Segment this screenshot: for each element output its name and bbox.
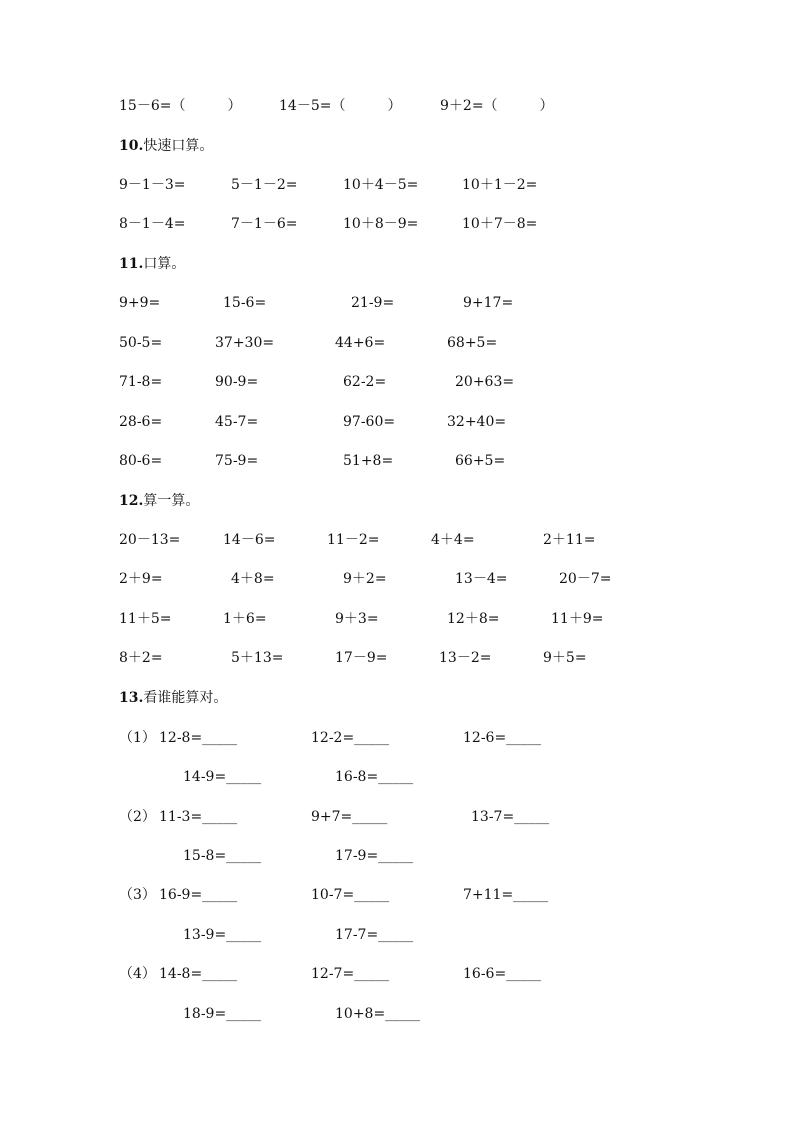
q10-problem: 8－1－4= (119, 216, 186, 232)
q13-group-tag: （1） (119, 730, 156, 746)
q10-heading (119, 137, 213, 155)
q13-problem: 12-7=_____ (311, 966, 390, 982)
q13-problem: 7+11=_____ (463, 887, 549, 903)
q12-label: 算一算。 (143, 493, 200, 509)
q13-problem: 15-8=_____ (183, 848, 262, 864)
q10-label: 快速口算。 (143, 138, 214, 154)
q13-problem: 12-6=_____ (463, 730, 542, 746)
q10-problem: 5－1－2= (231, 177, 298, 193)
q10-problem: 9－1－3= (119, 177, 186, 193)
q12-problem: 9＋3= (335, 611, 379, 627)
q12-heading (119, 492, 199, 510)
q12-problem: 1＋6= (223, 611, 267, 627)
q13-problem: 17-9=_____ (335, 848, 414, 864)
q12-problem: 2＋11= (543, 532, 596, 548)
q11-problem: 37+30= (215, 335, 275, 351)
q11-problem: 66+5= (455, 453, 506, 469)
q12-problem: 2＋9= (119, 571, 163, 587)
q12-problem: 11＋5= (119, 611, 172, 627)
q13-problem: 14-8=_____ (159, 966, 238, 982)
q12-problem: 4＋4= (431, 532, 475, 548)
q13-group-tag: （2） (119, 809, 156, 825)
q12-problem: 9＋2= (343, 571, 387, 587)
q10-problem: 10＋4－5= (343, 177, 419, 193)
q13-number: 13. (119, 690, 144, 706)
q11-problem: 45-7= (215, 414, 259, 430)
q13-problem: 10+8=_____ (335, 1006, 421, 1022)
q11-label: 口算。 (143, 256, 186, 272)
q13-problem: 16-8=_____ (335, 769, 414, 785)
q11-problem: 80-6= (119, 453, 163, 469)
q12-problem: 11－2= (327, 532, 380, 548)
q12-problem: 5＋13= (231, 650, 284, 666)
q13-problem: 13-7=_____ (471, 809, 550, 825)
q12-problem: 14－6= (223, 532, 276, 548)
q11-problem: 21-9= (351, 295, 395, 311)
q13-group-tag: （4） (119, 966, 156, 982)
q12-problem: 13－2= (439, 650, 492, 666)
q11-problem: 90-9= (215, 374, 259, 390)
q10-problem: 7－1－6= (231, 216, 298, 232)
q11-heading (119, 255, 185, 273)
q13-heading (119, 689, 227, 707)
q13-problem: 16-6=_____ (463, 966, 542, 982)
q11-problem: 9+9= (119, 295, 161, 311)
q11-problem: 62-2= (343, 374, 387, 390)
q11-problem: 9+17= (463, 295, 514, 311)
q11-problem: 50-5= (119, 335, 163, 351)
q11-problem: 68+5= (447, 335, 498, 351)
q12-problem: 9＋5= (543, 650, 587, 666)
q12-problem: 11＋9= (551, 611, 604, 627)
q11-problem: 28-6= (119, 414, 163, 430)
q11-problem: 71-8= (119, 374, 163, 390)
q11-problem: 51+8= (343, 453, 394, 469)
q13-problem: 18-9=_____ (183, 1006, 262, 1022)
q12-problem: 13－4= (455, 571, 508, 587)
top-problem-2: 14－5=（ ） (279, 98, 402, 114)
q12-problem: 17－9= (335, 650, 388, 666)
q13-problem: 17-7=_____ (335, 927, 414, 943)
q10-problem: 10＋8－9= (343, 216, 419, 232)
q12-problem: 8＋2= (119, 650, 163, 666)
q11-number: 11. (119, 256, 144, 272)
q13-problem: 12-2=_____ (311, 730, 390, 746)
q10-problem: 10＋7－8= (462, 216, 538, 232)
q13-problem: 14-9=_____ (183, 769, 262, 785)
top-problem-1: 15－6=（ ） (119, 98, 242, 114)
q13-problem: 16-9=_____ (159, 887, 238, 903)
top-problem-3: 9＋2=（ ） (440, 98, 554, 114)
q13-group-tag: （3） (119, 887, 156, 903)
q12-problem: 4＋8= (231, 571, 275, 587)
q13-label: 看谁能算对。 (143, 690, 228, 706)
q13-problem: 11-3=_____ (159, 809, 238, 825)
q13-problem: 9+7=_____ (311, 809, 388, 825)
q13-problem: 13-9=_____ (183, 927, 262, 943)
q11-problem: 20+63= (455, 374, 515, 390)
q11-problem: 44+6= (335, 335, 386, 351)
q13-problem: 12-8=_____ (159, 730, 238, 746)
q11-problem: 97-60= (343, 414, 396, 430)
q12-problem: 12＋8= (447, 611, 500, 627)
q12-number: 12. (119, 493, 144, 509)
q12-problem: 20－7= (559, 571, 612, 587)
q12-problem: 20－13= (119, 532, 181, 548)
q13-problem: 10-7=_____ (311, 887, 390, 903)
q11-problem: 15-6= (223, 295, 267, 311)
q10-problem: 10＋1－2= (462, 177, 538, 193)
q10-number: 10. (119, 138, 144, 154)
q11-problem: 32+40= (447, 414, 507, 430)
q11-problem: 75-9= (215, 453, 259, 469)
